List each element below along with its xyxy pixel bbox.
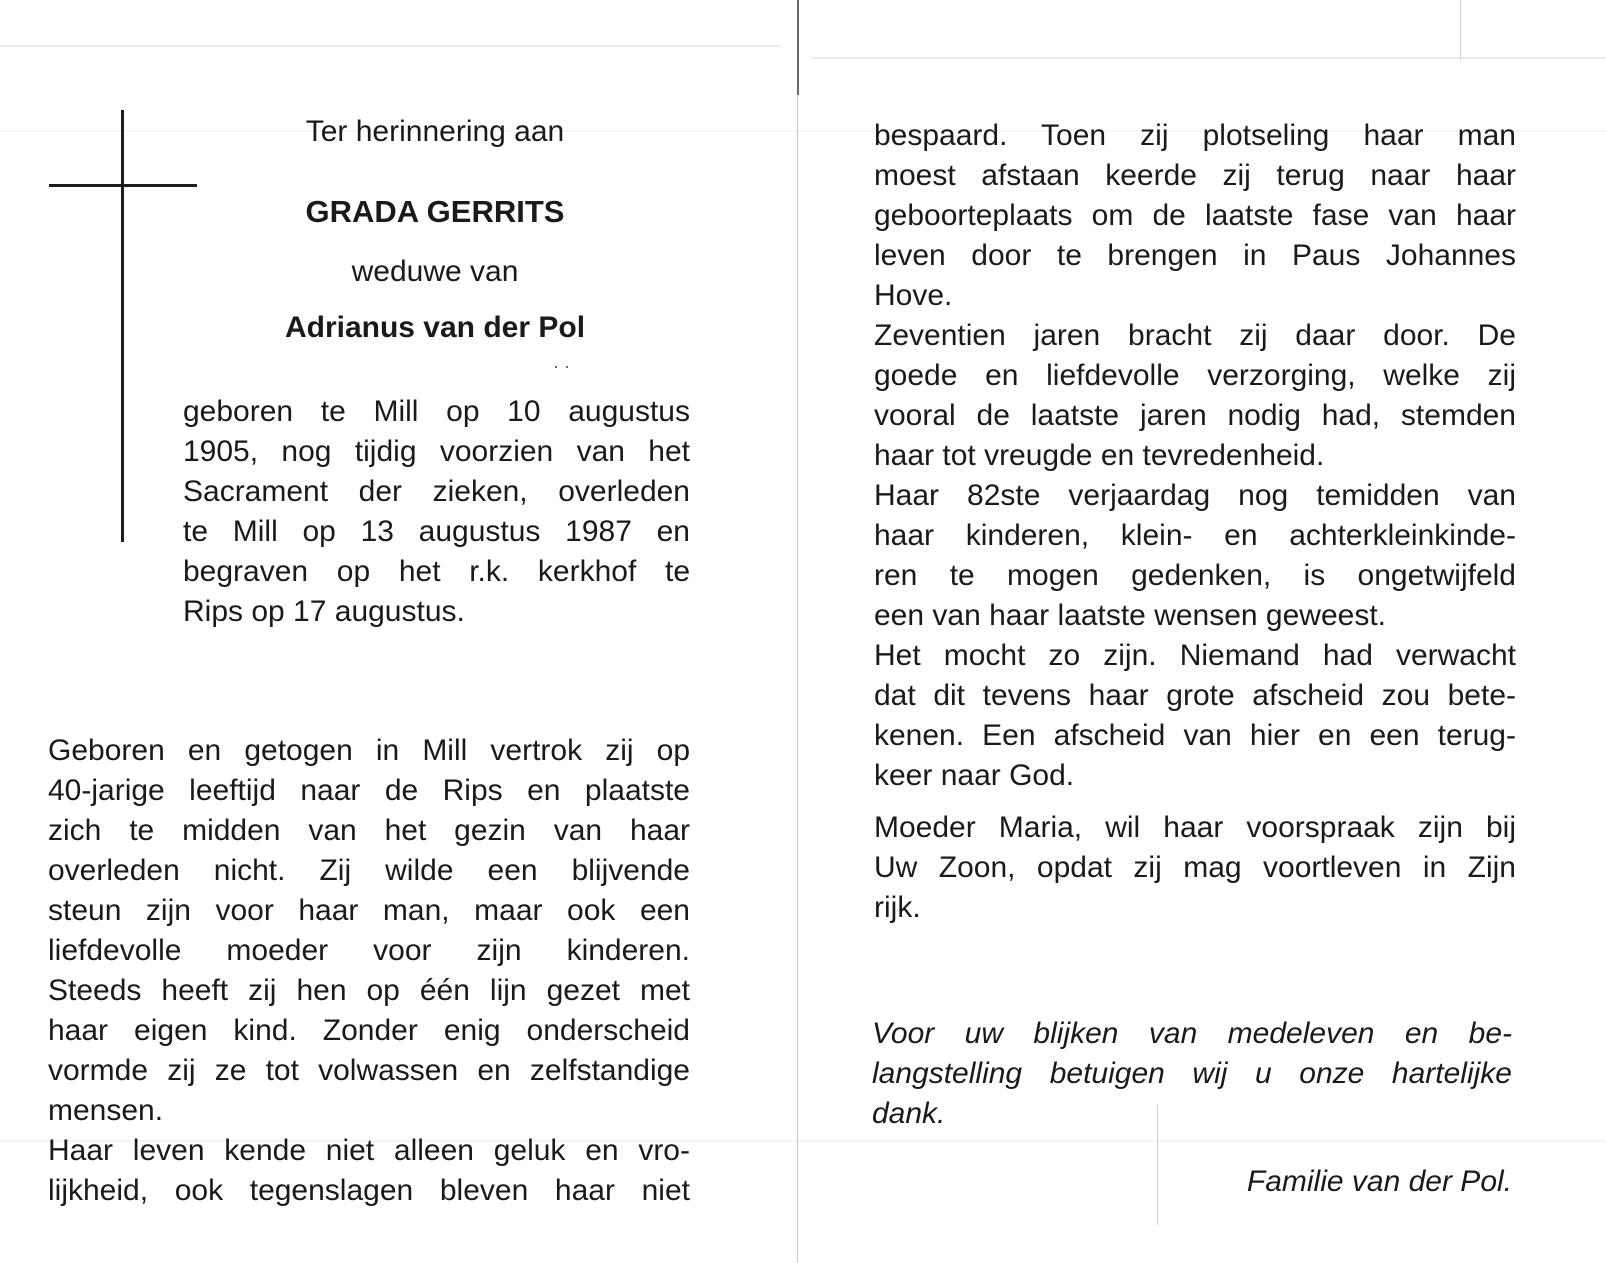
cross-icon-vertical <box>121 110 124 542</box>
prayer-line: Moeder Maria, wil haar voorspraak zijn bij <box>874 811 1516 844</box>
birth-paragraph <box>183 392 690 632</box>
life-paragraph-4 <box>874 316 1516 476</box>
body-line: een van haar laatste wensen geweest. <box>874 599 1387 632</box>
body-line: Geboren en getogen in Mill vertrok zij op <box>48 734 690 767</box>
body-line: vooral de laatste jaren nodig had, stemden <box>874 399 1516 432</box>
life-paragraph-3 <box>874 116 1516 316</box>
prayer-paragraph <box>874 808 1516 928</box>
body-line: Hove. <box>874 279 953 312</box>
body-line: haar tot vreugde en tevredenheid. <box>874 439 1325 472</box>
body-line: 40-jarige leeftijd naar de Rips en plaatste <box>48 774 690 807</box>
body-line: moest afstaan keerde zij terug naar haar <box>874 159 1516 192</box>
body-line: haar kinderen, klein- en achterkleinkinde- <box>874 519 1516 552</box>
birth-line: begraven op het r.k. kerkhof te <box>183 555 690 588</box>
thanks-line: langstelling betuigen wij u onze hartelijke <box>872 1057 1512 1090</box>
body-line: bespaard. Toen zij plotseling haar man <box>874 119 1516 152</box>
body-line: lijkheid, ook tegenslagen bleven haar niet <box>48 1174 690 1207</box>
body-line: Haar leven kende niet alleen geluk en vro- <box>48 1134 690 1167</box>
body-line: dat dit tevens haar grote afscheid zou bete- <box>874 679 1516 712</box>
body-line: Het mocht zo zijn. Niemand had verwacht <box>874 639 1516 672</box>
card-fold-line <box>797 0 798 1263</box>
prayer-line: Uw Zoon, opdat zij mag voortleven in Zijn <box>874 851 1516 884</box>
birth-line: Rips op 17 augustus. <box>183 595 465 628</box>
family-signature: Familie van der Pol. <box>1246 1165 1512 1198</box>
body-line: Zeventien jaren bracht zij daar door. De <box>874 319 1516 352</box>
thanks-paragraph <box>872 1014 1512 1134</box>
life-paragraph-6 <box>874 636 1516 796</box>
scan-artifact-top-right <box>812 57 1606 59</box>
body-line: haar eigen kind. Zonder enig onderscheid <box>48 1014 690 1047</box>
body-line: kenen. Een afscheid van hier en een terug- <box>874 719 1516 752</box>
relation-text: weduwe van <box>351 255 519 288</box>
birth-line: te Mill op 13 augustus 1987 en <box>183 515 690 548</box>
life-paragraph-2 <box>48 1131 690 1211</box>
thanks-line: dank. <box>872 1097 946 1130</box>
scan-artifact-edge <box>1460 0 1461 60</box>
body-line: vormde zij ze tot volwassen en zelfstandige <box>48 1054 690 1087</box>
body-line: keer naar God. <box>874 759 1075 792</box>
body-line: overleden nicht. Zij wilde een blijvende <box>48 854 690 887</box>
body-line: geboorteplaats om de laatste fase van haar <box>874 199 1516 232</box>
card-fold-mark <box>797 0 799 95</box>
prayer-line: rijk. <box>874 891 921 924</box>
birth-line: geboren te Mill op 10 augustus <box>183 395 690 428</box>
intro-text: Ter herinnering aan <box>305 115 565 148</box>
birth-line: 1905, nog tijdig voorzien van het <box>183 435 690 468</box>
cross-icon-horizontal <box>49 184 197 187</box>
body-line: goede en liefdevolle verzorging, welke zij <box>874 359 1516 392</box>
body-line: steun zijn voor haar man, maar ook een <box>48 894 690 927</box>
body-line: Steeds heeft zij hen op één lijn gezet met <box>48 974 690 1007</box>
life-paragraph-5 <box>874 476 1516 636</box>
scan-artifact-top-left <box>0 45 780 47</box>
body-line: liefdevolle moeder voor zijn kinderen. <box>48 934 690 967</box>
body-line: leven door te brengen in Paus Johannes <box>874 239 1516 272</box>
life-paragraph-1 <box>48 731 690 1131</box>
thanks-line: Voor uw blijken van medeleven en be- <box>872 1017 1512 1050</box>
body-line: ren te mogen gedenken, is ongetwijfeld <box>874 559 1516 592</box>
deceased-name: GRADA GERRITS <box>305 194 565 229</box>
ornament-dots: ·· <box>553 356 575 376</box>
body-line: zich te midden van het gezin van haar <box>48 814 690 847</box>
spouse-name: Adrianus van der Pol <box>284 311 586 344</box>
birth-line: Sacrament der zieken, overleden <box>183 475 690 508</box>
body-line: mensen. <box>48 1094 164 1127</box>
body-line: Haar 82ste verjaardag nog temidden van <box>874 479 1516 512</box>
